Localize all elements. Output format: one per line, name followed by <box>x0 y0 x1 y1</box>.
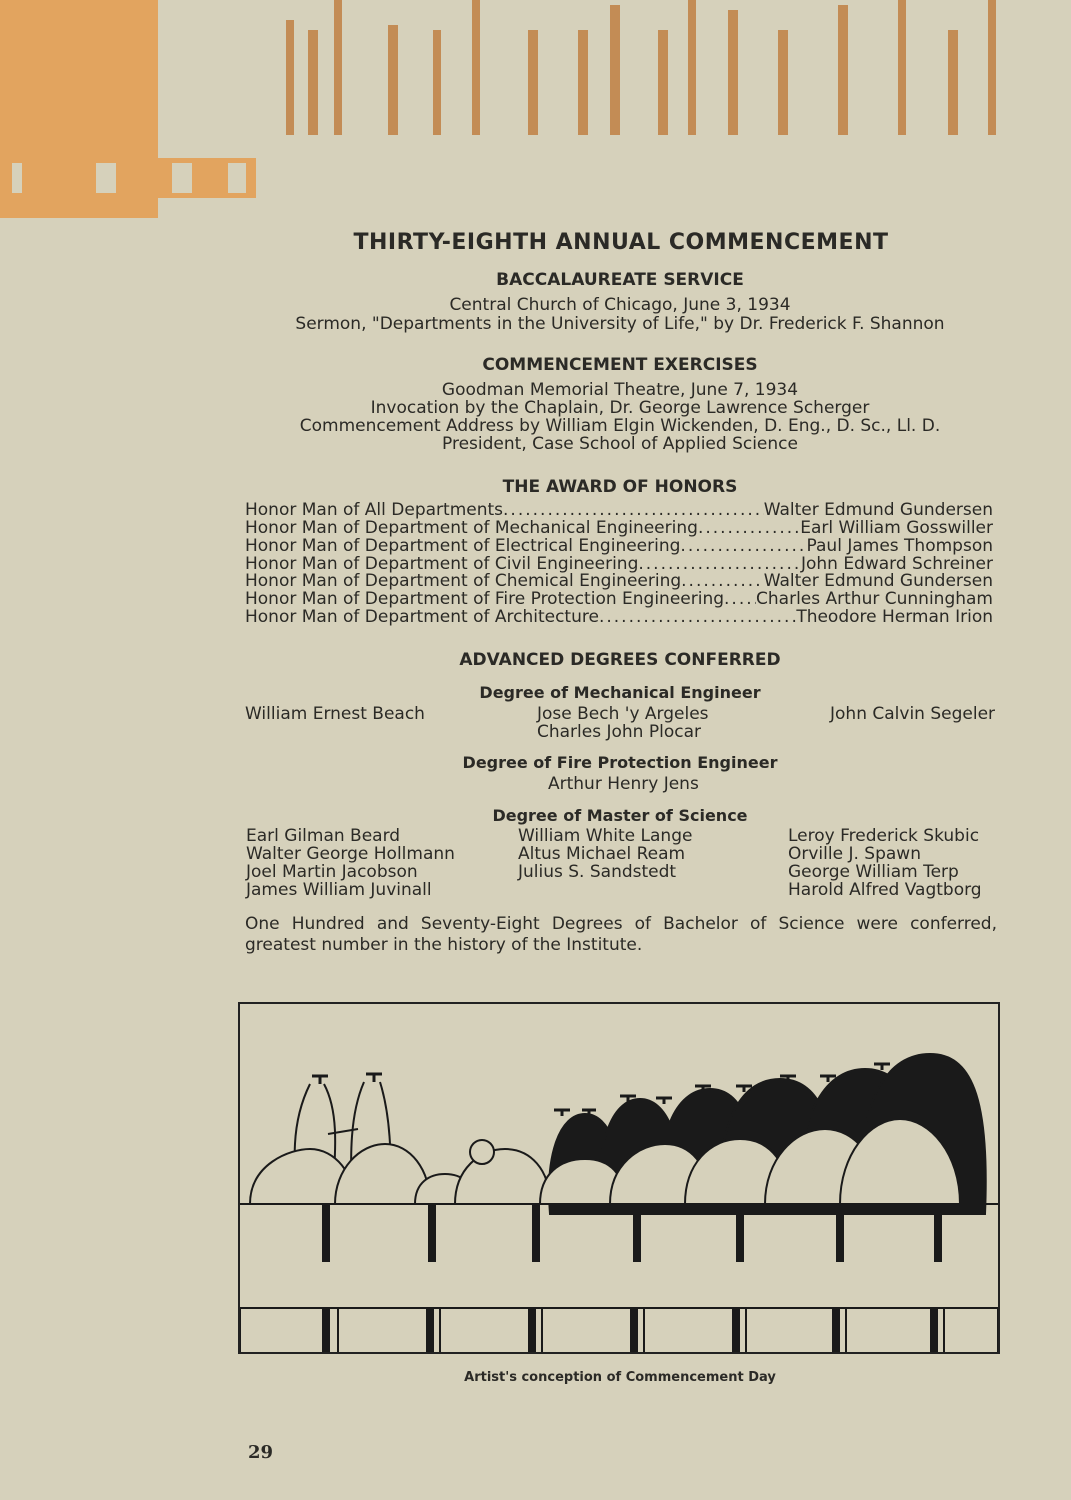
commencement-illustration <box>238 1002 1000 1354</box>
honors-heading: THE AWARD OF HONORS <box>502 477 738 497</box>
year-digit-5 <box>228 163 246 193</box>
advanced-heading: ADVANCED DEGREES CONFERRED <box>459 650 781 670</box>
honor-row: Honor Man of Department of Architecture ..... Theodore Herman Irion <box>245 607 993 627</box>
exercises-line: Commencement Address by William Elgin Wickenden, D. Eng., D. Sc., Ll. D. <box>299 416 941 436</box>
degree-recipient: Charles John Plocar <box>537 722 701 742</box>
degree-recipient: Harold Alfred Vagtborg <box>788 880 982 900</box>
baccalaureate-line: Sermon, "Departments in the University of Life," by Dr. Frederick F. Shannon <box>295 314 945 334</box>
graduates-drawing <box>240 1004 998 1352</box>
honor-row: Honor Man of Department of Electrical Engineering ..... Paul James Thompson <box>245 536 993 556</box>
mech-degree-heading: Degree of Mechanical Engineer <box>479 683 761 702</box>
master-degree-heading: Degree of Master of Science <box>492 806 748 825</box>
year-digit-1 <box>12 163 22 193</box>
page-number: 29 <box>248 1442 274 1463</box>
exercises-line: Invocation by the Chaplain, Dr. George Lawrence Scherger <box>370 398 870 418</box>
exercises-line: President, Case School of Applied Science <box>442 434 798 454</box>
degree-recipient: William White Lange <box>518 826 693 846</box>
degree-recipient: Julius S. Sandstedt <box>518 862 677 882</box>
illustration-caption: Artist's conception of Commencement Day <box>464 1370 776 1385</box>
page-title: THIRTY-EIGHTH ANNUAL COMMENCEMENT <box>353 230 889 255</box>
degree-recipient: Altus Michael Ream <box>518 844 686 864</box>
degree-recipient: Leroy Frederick Skubic <box>788 826 980 846</box>
degree-recipient: Orville J. Spawn <box>788 844 921 864</box>
year-band <box>0 158 256 198</box>
fire-degree-heading: Degree of Fire Protection Engineer <box>462 753 778 772</box>
exercises-heading: COMMENCEMENT EXERCISES <box>482 355 758 375</box>
honor-row: Honor Man of Department of Chemical Engineering ..... Walter Edmund Gundersen <box>245 571 993 591</box>
degree-recipient: Joel Martin Jacobson <box>246 862 418 882</box>
honor-row: Honor Man of Department of Fire Protection Engineering ..... Charles Arthur Cunningham <box>245 589 993 609</box>
degree-recipient: William Ernest Beach <box>245 704 425 724</box>
degree-recipient: Walter George Hollmann <box>246 844 455 864</box>
closing-paragraph: One Hundred and Seventy-Eight Degrees of Bachelor of Science were conferred, greatest number in the history of the Institute. <box>245 914 997 955</box>
honor-row: Honor Man of Department of Civil Engineering ..... John Edward Schreiner <box>245 554 993 574</box>
baccalaureate-heading: BACCALAUREATE SERVICE <box>496 270 744 290</box>
degree-recipient: Arthur Henry Jens <box>548 774 699 794</box>
degree-recipient: Earl Gilman Beard <box>246 826 401 846</box>
degree-recipient: John Calvin Segeler <box>830 704 996 724</box>
exercises-line: Goodman Memorial Theatre, June 7, 1934 <box>441 380 799 400</box>
honor-row: Honor Man of Department of Mechanical Engineering ..... Earl William Gosswiller <box>245 518 993 538</box>
degree-recipient: James William Juvinall <box>246 880 432 900</box>
decorative-bar-pattern <box>258 0 998 140</box>
baccalaureate-line: Central Church of Chicago, June 3, 1934 <box>449 295 791 315</box>
degree-recipient: George William Terp <box>788 862 959 882</box>
degree-recipient: Jose Bech 'y Argeles <box>537 704 709 724</box>
honor-row: Honor Man of All Departments ..... Walter Edmund Gundersen <box>245 500 993 520</box>
year-digit-9 <box>96 163 116 193</box>
year-digit-3 <box>172 163 192 193</box>
